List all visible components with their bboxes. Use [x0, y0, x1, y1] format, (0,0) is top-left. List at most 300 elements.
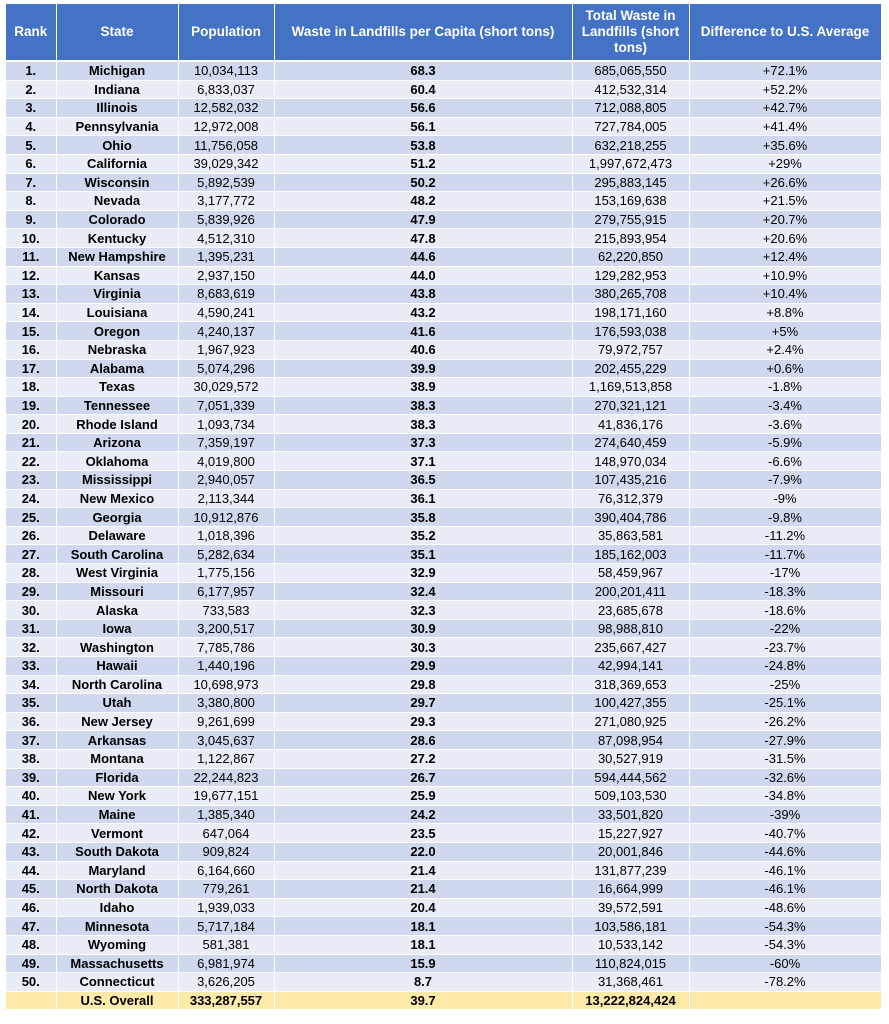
- rank-cell: 5.: [6, 136, 56, 155]
- rank-cell: 10.: [6, 229, 56, 248]
- table-row: [6, 824, 881, 843]
- difference-cell: -11.7%: [689, 545, 881, 564]
- rank-cell: 43.: [6, 842, 56, 861]
- table-row: [6, 322, 881, 341]
- rank-cell: 49.: [6, 954, 56, 973]
- total-rank-cell: [6, 991, 56, 1010]
- per-capita-cell: 37.3: [274, 433, 572, 452]
- state-cell: Alabama: [56, 359, 178, 378]
- total-waste-cell: 129,282,953: [572, 266, 689, 285]
- difference-cell: +20.6%: [689, 229, 881, 248]
- population-cell: 1,385,340: [178, 805, 274, 824]
- difference-cell: -3.4%: [689, 396, 881, 415]
- header-population: Population: [178, 4, 274, 61]
- table-row: [6, 582, 881, 601]
- table-row: [6, 266, 881, 285]
- total-waste-cell: 10,533,142: [572, 935, 689, 954]
- state-cell: Florida: [56, 768, 178, 787]
- rank-cell: 48.: [6, 935, 56, 954]
- total-waste-cell: 270,321,121: [572, 396, 689, 415]
- per-capita-cell: 48.2: [274, 192, 572, 211]
- population-cell: 3,177,772: [178, 192, 274, 211]
- state-cell: New Hampshire: [56, 247, 178, 266]
- total-waste-cell: 390,404,786: [572, 508, 689, 527]
- state-cell: Rhode Island: [56, 415, 178, 434]
- rank-cell: 42.: [6, 824, 56, 843]
- difference-cell: -46.1%: [689, 861, 881, 880]
- table-row: [6, 192, 881, 211]
- difference-cell: +5%: [689, 322, 881, 341]
- total-waste-cell: 110,824,015: [572, 954, 689, 973]
- rank-cell: 6.: [6, 154, 56, 173]
- state-cell: Iowa: [56, 619, 178, 638]
- population-cell: 4,590,241: [178, 303, 274, 322]
- total-waste-cell: 271,080,925: [572, 712, 689, 731]
- difference-cell: -60%: [689, 954, 881, 973]
- difference-cell: -17%: [689, 564, 881, 583]
- table-row: [6, 99, 881, 118]
- total-waste-cell: 79,972,757: [572, 340, 689, 359]
- rank-cell: 46.: [6, 898, 56, 917]
- difference-cell: -48.6%: [689, 898, 881, 917]
- population-cell: 581,381: [178, 935, 274, 954]
- population-cell: 12,582,032: [178, 99, 274, 118]
- population-cell: 7,359,197: [178, 433, 274, 452]
- state-cell: Vermont: [56, 824, 178, 843]
- per-capita-cell: 27.2: [274, 749, 572, 768]
- per-capita-cell: 21.4: [274, 880, 572, 899]
- total-waste-cell: 685,065,550: [572, 61, 689, 80]
- table-row: [6, 136, 881, 155]
- difference-cell: -23.7%: [689, 638, 881, 657]
- population-cell: 2,937,150: [178, 266, 274, 285]
- difference-cell: -26.2%: [689, 712, 881, 731]
- rank-cell: 13.: [6, 285, 56, 304]
- per-capita-cell: 36.5: [274, 471, 572, 490]
- population-cell: 22,244,823: [178, 768, 274, 787]
- per-capita-cell: 37.1: [274, 452, 572, 471]
- difference-cell: -6.6%: [689, 452, 881, 471]
- state-cell: West Virginia: [56, 564, 178, 583]
- population-cell: 11,756,058: [178, 136, 274, 155]
- state-cell: Mississippi: [56, 471, 178, 490]
- per-capita-cell: 29.9: [274, 657, 572, 676]
- table-row: [6, 545, 881, 564]
- table-row: [6, 210, 881, 229]
- table-row: [6, 303, 881, 322]
- state-cell: Alaska: [56, 601, 178, 620]
- table-row: [6, 917, 881, 936]
- rank-cell: 11.: [6, 247, 56, 266]
- table-row: [6, 842, 881, 861]
- per-capita-cell: 8.7: [274, 973, 572, 992]
- state-cell: Georgia: [56, 508, 178, 527]
- table-row: [6, 601, 881, 620]
- rank-cell: 37.: [6, 731, 56, 750]
- total-waste-cell: 1,997,672,473: [572, 154, 689, 173]
- state-cell: Connecticut: [56, 973, 178, 992]
- state-cell: Ohio: [56, 136, 178, 155]
- rank-cell: 33.: [6, 657, 56, 676]
- state-cell: Colorado: [56, 210, 178, 229]
- rank-cell: 25.: [6, 508, 56, 527]
- difference-cell: -32.6%: [689, 768, 881, 787]
- difference-cell: -3.6%: [689, 415, 881, 434]
- difference-cell: -44.6%: [689, 842, 881, 861]
- rank-cell: 17.: [6, 359, 56, 378]
- population-cell: 6,981,974: [178, 954, 274, 973]
- table-row: [6, 619, 881, 638]
- state-cell: Delaware: [56, 526, 178, 545]
- per-capita-cell: 43.2: [274, 303, 572, 322]
- rank-cell: 2.: [6, 80, 56, 99]
- per-capita-cell: 22.0: [274, 842, 572, 861]
- total-waste-cell: 318,369,653: [572, 675, 689, 694]
- per-capita-cell: 39.9: [274, 359, 572, 378]
- table-row: [6, 805, 881, 824]
- table-row: [6, 229, 881, 248]
- population-cell: 3,626,205: [178, 973, 274, 992]
- difference-cell: +35.6%: [689, 136, 881, 155]
- header-per-capita: Waste in Landfills per Capita (short tons): [274, 4, 572, 61]
- difference-cell: +0.6%: [689, 359, 881, 378]
- rank-cell: 39.: [6, 768, 56, 787]
- difference-cell: -9.8%: [689, 508, 881, 527]
- population-cell: 5,282,634: [178, 545, 274, 564]
- population-cell: 1,967,923: [178, 340, 274, 359]
- header-difference: Difference to U.S. Average: [689, 4, 881, 61]
- difference-cell: -24.8%: [689, 657, 881, 676]
- population-cell: 1,122,867: [178, 749, 274, 768]
- rank-cell: 23.: [6, 471, 56, 490]
- total-waste-cell: 16,664,999: [572, 880, 689, 899]
- population-cell: 3,380,800: [178, 694, 274, 713]
- rank-cell: 12.: [6, 266, 56, 285]
- population-cell: 7,785,786: [178, 638, 274, 657]
- population-cell: 2,940,057: [178, 471, 274, 490]
- per-capita-cell: 60.4: [274, 80, 572, 99]
- total-waste-cell: 76,312,379: [572, 489, 689, 508]
- total-waste-cell: 31,368,461: [572, 973, 689, 992]
- rank-cell: 28.: [6, 564, 56, 583]
- per-capita-cell: 38.3: [274, 396, 572, 415]
- rank-cell: 15.: [6, 322, 56, 341]
- header-rank: Rank: [6, 4, 56, 61]
- population-cell: 1,018,396: [178, 526, 274, 545]
- rank-cell: 26.: [6, 526, 56, 545]
- table-row: [6, 340, 881, 359]
- difference-cell: -7.9%: [689, 471, 881, 490]
- difference-cell: -34.8%: [689, 787, 881, 806]
- population-cell: 8,683,619: [178, 285, 274, 304]
- rank-cell: 29.: [6, 582, 56, 601]
- population-cell: 3,045,637: [178, 731, 274, 750]
- total-waste-cell: 20,001,846: [572, 842, 689, 861]
- total-waste-cell: 98,988,810: [572, 619, 689, 638]
- state-cell: Michigan: [56, 61, 178, 80]
- per-capita-cell: 23.5: [274, 824, 572, 843]
- difference-cell: -46.1%: [689, 880, 881, 899]
- population-cell: 30,029,572: [178, 378, 274, 397]
- state-cell: Wisconsin: [56, 173, 178, 192]
- table-row: [6, 154, 881, 173]
- total-waste-cell: 35,863,581: [572, 526, 689, 545]
- rank-cell: 18.: [6, 378, 56, 397]
- population-cell: 10,698,973: [178, 675, 274, 694]
- table-row: [6, 712, 881, 731]
- per-capita-cell: 32.4: [274, 582, 572, 601]
- state-cell: Minnesota: [56, 917, 178, 936]
- population-cell: 12,972,008: [178, 117, 274, 136]
- rank-cell: 24.: [6, 489, 56, 508]
- total-waste-cell: 58,459,967: [572, 564, 689, 583]
- total-waste-cell: 1,169,513,858: [572, 378, 689, 397]
- state-cell: Arizona: [56, 433, 178, 452]
- header-row: [6, 4, 881, 61]
- state-cell: Arkansas: [56, 731, 178, 750]
- population-cell: 6,164,660: [178, 861, 274, 880]
- rank-cell: 14.: [6, 303, 56, 322]
- total-waste-cell: 176,593,038: [572, 322, 689, 341]
- difference-cell: +42.7%: [689, 99, 881, 118]
- population-cell: 4,019,800: [178, 452, 274, 471]
- per-capita-cell: 29.3: [274, 712, 572, 731]
- table-row: [6, 396, 881, 415]
- population-cell: 4,240,137: [178, 322, 274, 341]
- state-cell: California: [56, 154, 178, 173]
- population-cell: 10,034,113: [178, 61, 274, 80]
- difference-cell: -39%: [689, 805, 881, 824]
- total-waste-cell: 727,784,005: [572, 117, 689, 136]
- table-body: [6, 61, 881, 991]
- difference-cell: -25%: [689, 675, 881, 694]
- rank-cell: 21.: [6, 433, 56, 452]
- per-capita-cell: 21.4: [274, 861, 572, 880]
- table-row: [6, 359, 881, 378]
- population-cell: 909,824: [178, 842, 274, 861]
- table-row: [6, 787, 881, 806]
- population-cell: 4,512,310: [178, 229, 274, 248]
- state-cell: North Dakota: [56, 880, 178, 899]
- total-waste-cell: 13,222,824,424: [572, 991, 689, 1010]
- rank-cell: 30.: [6, 601, 56, 620]
- per-capita-cell: 36.1: [274, 489, 572, 508]
- total-waste-cell: 100,427,355: [572, 694, 689, 713]
- difference-cell: +2.4%: [689, 340, 881, 359]
- table-row: [6, 638, 881, 657]
- population-cell: 1,093,734: [178, 415, 274, 434]
- population-cell: 733,583: [178, 601, 274, 620]
- per-capita-cell: 41.6: [274, 322, 572, 341]
- total-waste-cell: 215,893,954: [572, 229, 689, 248]
- per-capita-cell: 38.3: [274, 415, 572, 434]
- state-cell: Washington: [56, 638, 178, 657]
- difference-cell: -5.9%: [689, 433, 881, 452]
- per-capita-cell: 18.1: [274, 935, 572, 954]
- total-waste-cell: 295,883,145: [572, 173, 689, 192]
- per-capita-cell: 30.3: [274, 638, 572, 657]
- total-waste-cell: 103,586,181: [572, 917, 689, 936]
- header-state: State: [56, 4, 178, 61]
- difference-cell: -31.5%: [689, 749, 881, 768]
- table-row: [6, 973, 881, 992]
- per-capita-cell: 47.9: [274, 210, 572, 229]
- population-cell: 10,912,876: [178, 508, 274, 527]
- state-cell: New York: [56, 787, 178, 806]
- population-cell: 1,440,196: [178, 657, 274, 676]
- state-cell: Kansas: [56, 266, 178, 285]
- rank-cell: 47.: [6, 917, 56, 936]
- population-cell: 3,200,517: [178, 619, 274, 638]
- table-row: [6, 898, 881, 917]
- total-waste-cell: 198,171,160: [572, 303, 689, 322]
- population-cell: 6,833,037: [178, 80, 274, 99]
- state-cell: Wyoming: [56, 935, 178, 954]
- population-cell: 647,064: [178, 824, 274, 843]
- rank-cell: 22.: [6, 452, 56, 471]
- rank-cell: 41.: [6, 805, 56, 824]
- rank-cell: 16.: [6, 340, 56, 359]
- table-row: [6, 657, 881, 676]
- per-capita-cell: 50.2: [274, 173, 572, 192]
- total-waste-cell: 42,994,141: [572, 657, 689, 676]
- rank-cell: 3.: [6, 99, 56, 118]
- table-row: [6, 247, 881, 266]
- state-cell: Oregon: [56, 322, 178, 341]
- total-waste-cell: 87,098,954: [572, 731, 689, 750]
- rank-cell: 50.: [6, 973, 56, 992]
- state-cell: Pennsylvania: [56, 117, 178, 136]
- table-row: [6, 935, 881, 954]
- total-waste-cell: 131,877,239: [572, 861, 689, 880]
- population-cell: 2,113,344: [178, 489, 274, 508]
- population-cell: 19,677,151: [178, 787, 274, 806]
- rank-cell: 38.: [6, 749, 56, 768]
- per-capita-cell: 44.0: [274, 266, 572, 285]
- population-cell: 1,395,231: [178, 247, 274, 266]
- total-waste-cell: 279,755,915: [572, 210, 689, 229]
- state-cell: Montana: [56, 749, 178, 768]
- total-population-cell: 333,287,557: [178, 991, 274, 1010]
- table-row: [6, 80, 881, 99]
- per-capita-cell: 29.8: [274, 675, 572, 694]
- per-capita-cell: 28.6: [274, 731, 572, 750]
- table-row: [6, 489, 881, 508]
- rank-cell: 8.: [6, 192, 56, 211]
- total-waste-cell: 41,836,176: [572, 415, 689, 434]
- table-row: [6, 173, 881, 192]
- table-row: [6, 749, 881, 768]
- population-cell: 39,029,342: [178, 154, 274, 173]
- rank-cell: 1.: [6, 61, 56, 80]
- difference-cell: +72.1%: [689, 61, 881, 80]
- population-cell: 1,939,033: [178, 898, 274, 917]
- per-capita-cell: 40.6: [274, 340, 572, 359]
- rank-cell: 32.: [6, 638, 56, 657]
- total-waste-cell: 200,201,411: [572, 582, 689, 601]
- rank-cell: 20.: [6, 415, 56, 434]
- table-row: [6, 452, 881, 471]
- difference-cell: +21.5%: [689, 192, 881, 211]
- table-row: [6, 117, 881, 136]
- difference-cell: +20.7%: [689, 210, 881, 229]
- per-capita-cell: 25.9: [274, 787, 572, 806]
- per-capita-cell: 51.2: [274, 154, 572, 173]
- per-capita-cell: 38.9: [274, 378, 572, 397]
- table-row: [6, 433, 881, 452]
- population-cell: 6,177,957: [178, 582, 274, 601]
- total-waste-cell: 185,162,003: [572, 545, 689, 564]
- per-capita-cell: 32.9: [274, 564, 572, 583]
- state-cell: Kentucky: [56, 229, 178, 248]
- total-per-capita-cell: 39.7: [274, 991, 572, 1010]
- table-row: [6, 526, 881, 545]
- rank-cell: 19.: [6, 396, 56, 415]
- per-capita-cell: 20.4: [274, 898, 572, 917]
- table-row: [6, 861, 881, 880]
- state-cell: North Carolina: [56, 675, 178, 694]
- state-cell: Louisiana: [56, 303, 178, 322]
- table-row: [6, 415, 881, 434]
- per-capita-cell: 26.7: [274, 768, 572, 787]
- difference-cell: -18.6%: [689, 601, 881, 620]
- difference-cell: +10.4%: [689, 285, 881, 304]
- difference-cell: -1.8%: [689, 378, 881, 397]
- difference-cell: +52.2%: [689, 80, 881, 99]
- table-row: [6, 508, 881, 527]
- difference-cell: +12.4%: [689, 247, 881, 266]
- state-cell: Massachusetts: [56, 954, 178, 973]
- total-waste-cell: 153,169,638: [572, 192, 689, 211]
- state-cell: Maine: [56, 805, 178, 824]
- state-cell: Oklahoma: [56, 452, 178, 471]
- rank-cell: 36.: [6, 712, 56, 731]
- table-row: [6, 564, 881, 583]
- per-capita-cell: 24.2: [274, 805, 572, 824]
- difference-cell: -54.3%: [689, 935, 881, 954]
- per-capita-cell: 44.6: [274, 247, 572, 266]
- rank-cell: 45.: [6, 880, 56, 899]
- rank-cell: 44.: [6, 861, 56, 880]
- difference-cell: -11.2%: [689, 526, 881, 545]
- per-capita-cell: 35.1: [274, 545, 572, 564]
- rank-cell: 9.: [6, 210, 56, 229]
- difference-cell: +29%: [689, 154, 881, 173]
- difference-cell: +10.9%: [689, 266, 881, 285]
- total-waste-cell: 235,667,427: [572, 638, 689, 657]
- state-cell: Utah: [56, 694, 178, 713]
- rank-cell: 27.: [6, 545, 56, 564]
- total-waste-cell: 274,640,459: [572, 433, 689, 452]
- per-capita-cell: 43.8: [274, 285, 572, 304]
- per-capita-cell: 68.3: [274, 61, 572, 80]
- total-waste-cell: 380,265,708: [572, 285, 689, 304]
- table-row: [6, 285, 881, 304]
- population-cell: 5,892,539: [178, 173, 274, 192]
- state-cell: Idaho: [56, 898, 178, 917]
- table-row: [6, 880, 881, 899]
- difference-cell: -9%: [689, 489, 881, 508]
- difference-cell: +8.8%: [689, 303, 881, 322]
- state-cell: South Dakota: [56, 842, 178, 861]
- difference-cell: +41.4%: [689, 117, 881, 136]
- population-cell: 5,839,926: [178, 210, 274, 229]
- table-row: [6, 378, 881, 397]
- per-capita-cell: 32.3: [274, 601, 572, 620]
- total-waste-cell: 33,501,820: [572, 805, 689, 824]
- difference-cell: -22%: [689, 619, 881, 638]
- rank-cell: 35.: [6, 694, 56, 713]
